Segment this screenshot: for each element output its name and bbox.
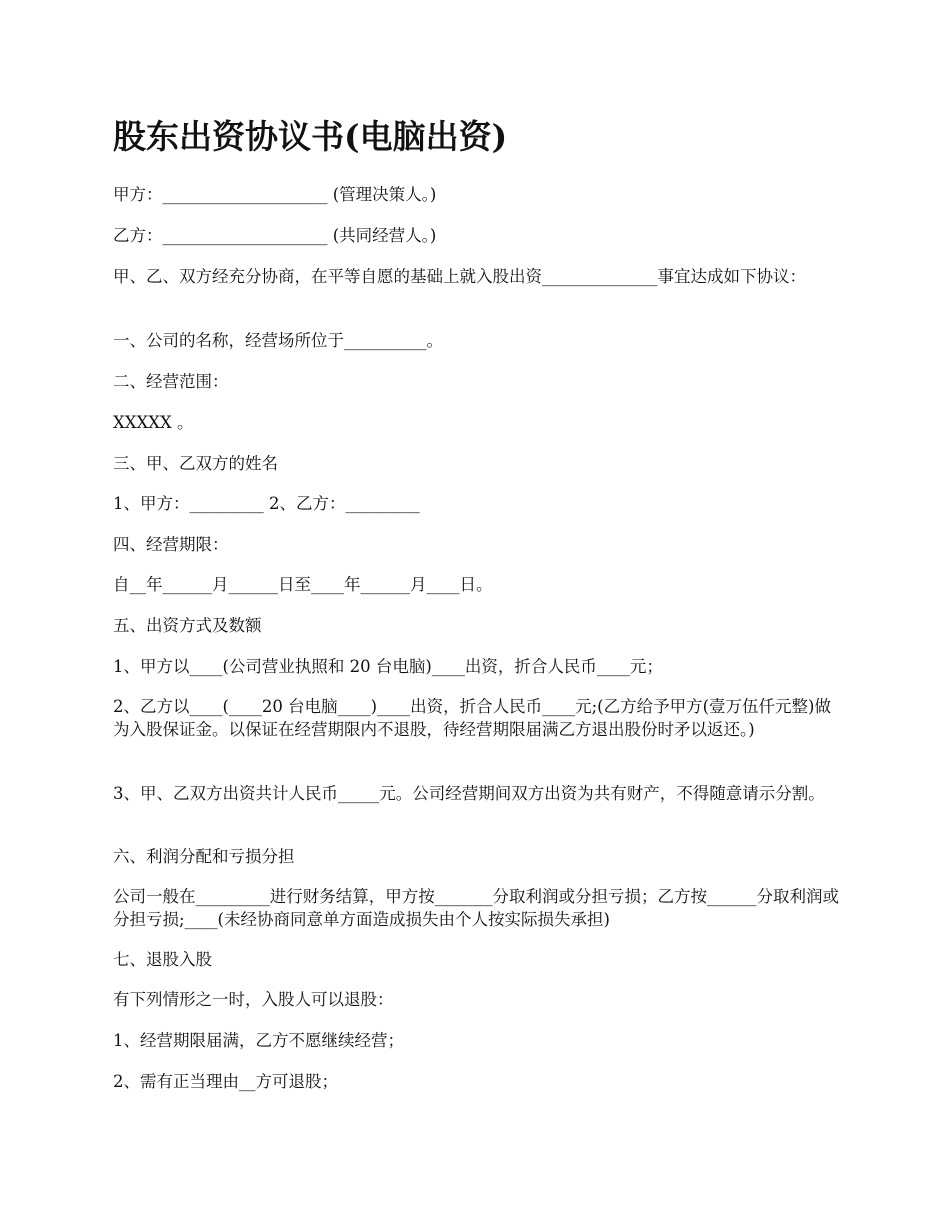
section-3-heading: 三、甲、乙双方的姓名 [113, 454, 278, 473]
agreement-intro: 甲、乙、双方经充分协商，在平等自愿的基础上就入股出资______________事宜达成如下协议： [113, 267, 806, 286]
profit-distribution-text: 公司一般在_________进行财务结算，甲方按_______分取利润或分担亏损；乙方按______分取利润或分担亏损;____(未经协商同意单方面造成损失由个人按实际损失承担) [113, 887, 839, 929]
contribution-item-1: 1、甲方以____(公司营业执照和 20 台电脑)____出资，折合人民币____元； [113, 657, 663, 676]
business-scope-text: XXXXX 。 [113, 413, 194, 432]
withdrawal-intro: 有下列情形之一时，入股人可以退股： [113, 990, 394, 1009]
section-2-heading: 二、经营范围： [113, 372, 229, 391]
document-title: 股东出资协议书(电脑出资) [113, 117, 508, 156]
withdrawal-condition-1: 1、经营期限届满，乙方不愿继续经营； [113, 1031, 404, 1050]
contribution-item-3: 3、甲、乙双方出资共计人民币_____元。公司经营期间双方出资为共有财产，不得随意请示分割。 [113, 784, 825, 803]
section-7-heading: 七、退股入股 [113, 950, 212, 969]
section-4-heading: 四、经营期限： [113, 535, 229, 554]
contribution-item-2: 2、乙方以____(____20 台电脑____)____出资，折合人民币____元;(乙方给予甲方(壹万伍仟元整)做为入股保证金。以保证在经营期限内不退股，待经营期限届满乙方退出股份时矛以返还。) [113, 697, 831, 739]
section-5-heading: 五、出资方式及数额 [113, 616, 262, 635]
withdrawal-condition-2: 2、需有正当理由__方可退股； [113, 1072, 338, 1091]
operating-period-line: 自__年______月______日至____年______月____日。 [113, 575, 493, 594]
party-b-line: 乙方：____________________ (共同经营人。) [113, 226, 437, 245]
party-a-line: 甲方：____________________ (管理决策人。) [113, 185, 437, 204]
section-1-company-name: 一、公司的名称，经营场所位于__________。 [113, 331, 443, 350]
section-6-heading: 六、利润分配和亏损分担 [113, 847, 295, 866]
party-names-line: 1、甲方：_________ 2、乙方：_________ [113, 494, 420, 513]
